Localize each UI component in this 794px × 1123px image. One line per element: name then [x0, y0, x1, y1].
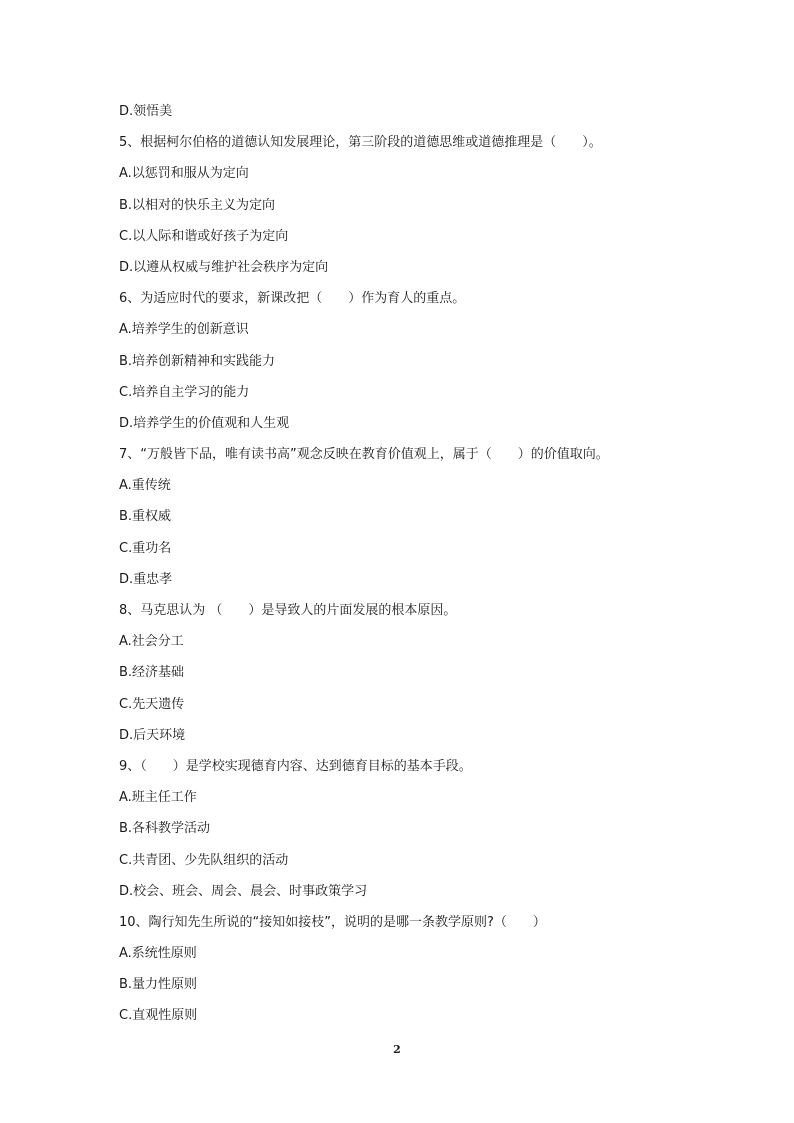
option-line: C.共青团、少先队组织的活动 — [119, 852, 289, 868]
option-line: B.重权威 — [119, 509, 172, 525]
question-10-stem: 10、陶行知先生所说的“接知如接枝”，说明的是哪一条教学原则?（ ） — [119, 914, 546, 930]
option-line: A.重传统 — [119, 478, 171, 494]
option-line: C.重功名 — [119, 540, 172, 556]
option-line: D.领悟美 — [119, 104, 173, 119]
option-line: C.以人际和谐或好孩子为定向 — [119, 228, 289, 244]
option-line: B.培养创新精神和实践能力 — [119, 353, 276, 369]
option-line: D.后天环境 — [119, 727, 186, 743]
option-line: B.经济基础 — [119, 665, 185, 681]
question-7-stem: 7、“万般皆下品，唯有读书高”观念反映在教育价值观上，属于（ ）的价值取向。 — [119, 447, 609, 463]
question-9-stem: 9、（ ）是学校实现德育内容、达到德育目标的基本手段。 — [119, 758, 472, 774]
option-line: A.班主任工作 — [119, 790, 197, 806]
option-line: C.先天遗传 — [119, 696, 185, 712]
option-line: A.培养学生的创新意识 — [119, 322, 249, 338]
option-line: D.校会、班会、周会、晨会、时事政策学习 — [119, 883, 368, 899]
question-6-stem: 6、为适应时代的要求，新课改把（ ）作为育人的重点。 — [119, 291, 466, 307]
option-line: A.系统性原则 — [119, 946, 197, 962]
option-line: D.以遵从权威与维护社会秩序为定向 — [119, 259, 329, 275]
option-line: C.直观性原则 — [119, 1008, 198, 1024]
question-8-stem: 8、马克思认为 （ ）是导致人的片面发展的根本原因。 — [119, 603, 457, 618]
option-line: A.以惩罚和服从为定向 — [119, 166, 249, 182]
option-line: B.以相对的快乐主义为定向 — [119, 197, 276, 213]
option-line: B.量力性原则 — [119, 977, 198, 993]
question-5-stem: 5、根据柯尔伯格的道德认知发展理论，第三阶段的道德思维或道德推理是（ ）。 — [119, 135, 602, 151]
option-line: B.各科教学活动 — [119, 821, 211, 837]
question-list — [119, 101, 719, 1037]
option-line: D.培养学生的价值观和人生观 — [119, 415, 290, 431]
option-line: C.培养自主学习的能力 — [119, 384, 250, 400]
option-line: D.重忠孝 — [119, 571, 173, 587]
option-line: A.社会分工 — [119, 634, 184, 650]
page-number: 2 — [393, 1043, 401, 1056]
